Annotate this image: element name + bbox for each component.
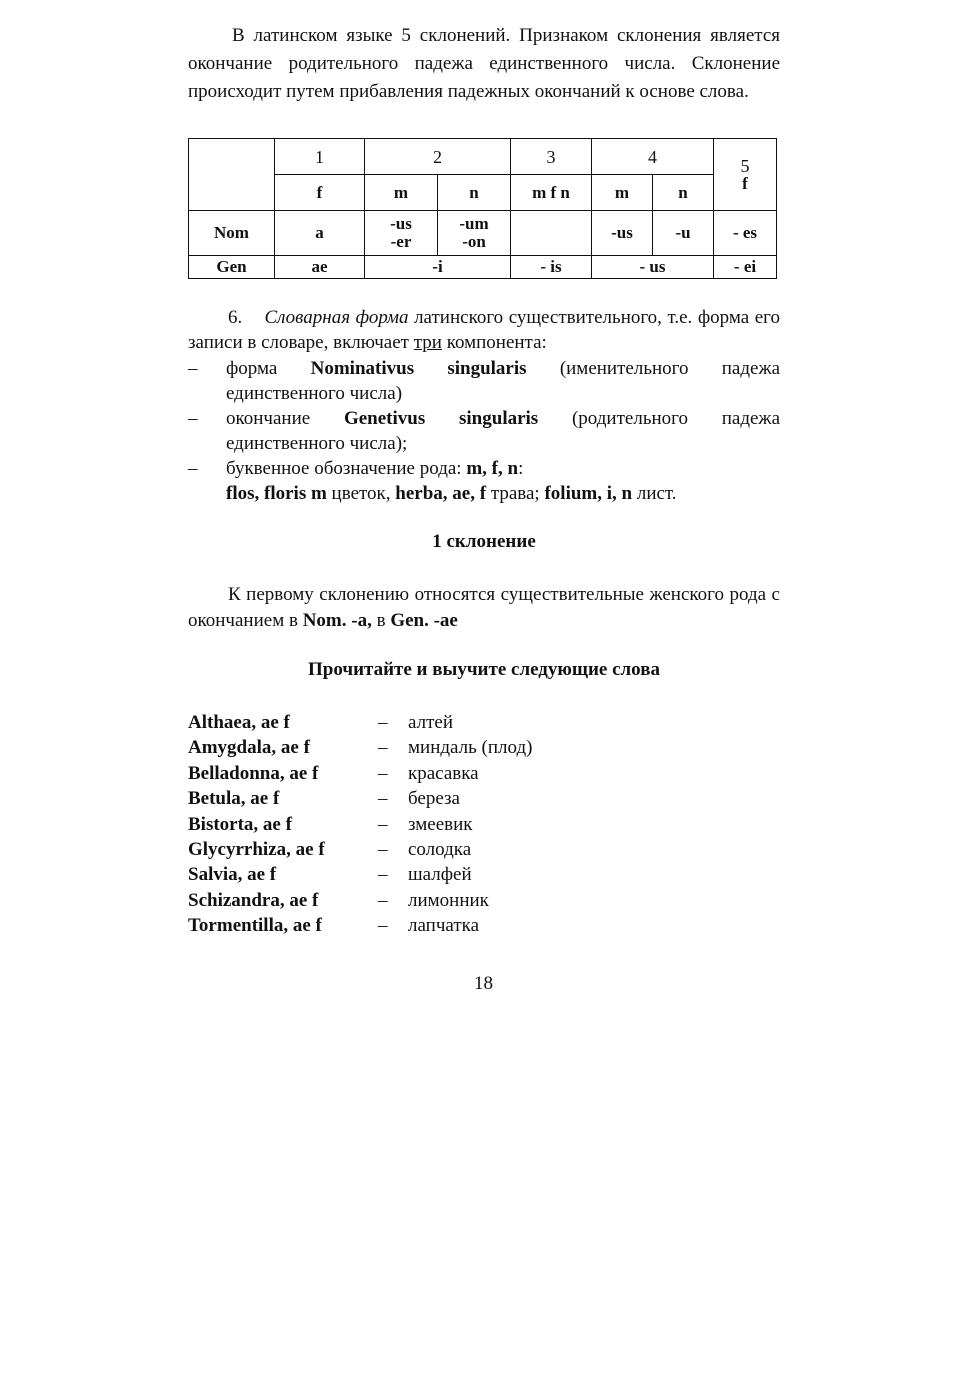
item-text: (родительного падежа единственного числа); [226, 408, 780, 454]
gen-decl-5: - ei [714, 256, 777, 279]
table-header-row-genders [189, 175, 777, 211]
table-corner-cell [189, 139, 275, 211]
page-number: 18 [474, 973, 493, 994]
russian-word: змеевик [408, 813, 473, 835]
example-latin: folium, i, n [544, 483, 633, 504]
ending: -on [462, 232, 486, 251]
example-latin: flos, floris m [226, 483, 327, 504]
gender-cell: f [275, 175, 365, 211]
example-russian: цветок, [331, 483, 391, 504]
dash-separator: – [378, 864, 388, 886]
dash-separator: – [378, 889, 388, 911]
decl-2-header: 2 [365, 139, 511, 175]
example-russian: трава; [490, 483, 540, 504]
dash-separator: – [378, 915, 388, 937]
nom-decl-2-m [365, 211, 438, 256]
gen-ending: Gen. -ae [390, 610, 458, 631]
dash-bullet: – [188, 408, 198, 429]
vocab-item [188, 862, 532, 887]
table-row-nom [189, 211, 777, 256]
gender-cell: n [438, 175, 511, 211]
vocab-item [188, 913, 532, 938]
nom-decl-2-n [438, 211, 511, 256]
vocab-item [188, 837, 532, 862]
section-number: 6. [228, 307, 243, 328]
russian-word: лимонник [408, 889, 489, 911]
list-item [188, 456, 780, 481]
item-text: буквенное обозначение рода: [226, 458, 462, 479]
section-6-text-a: латинского существительного, т.е. форма его записи в словаре, включает [188, 307, 781, 353]
ending: -us [390, 214, 412, 233]
gen-decl-3: - is [511, 256, 592, 279]
gender-cell: n [653, 175, 714, 211]
russian-word: красавка [408, 762, 479, 784]
item-text: (именительного падежа единственного числа) [226, 358, 780, 404]
latin-word: Glycyrrhiza, ae f [188, 839, 325, 861]
nom-decl-5: - es [714, 211, 777, 256]
russian-word: алтей [408, 712, 453, 733]
vocab-item [188, 786, 532, 811]
dash-separator: – [378, 839, 388, 861]
gender-cell: m [592, 175, 653, 211]
item-text: форма [226, 358, 278, 379]
intro-paragraph: В латинском языке 5 склонений. Признаком склонения является окончание родительного падежа единственного числа. Склонение происходит путем прибавления падежных окончаний к основе слова. [188, 25, 780, 102]
example-russian: лист. [636, 483, 677, 504]
decl-4-header: 4 [592, 139, 714, 175]
list-item [188, 406, 780, 456]
vocabulary-list [188, 710, 532, 939]
nom-decl-4-m: -us [592, 211, 653, 256]
latin-word: Schizandra, ae f [188, 889, 319, 911]
ending: -er [390, 232, 412, 251]
gender-cell: m f n [511, 175, 592, 211]
example-latin: herba, ae, f [395, 483, 487, 504]
declension-table [188, 138, 777, 279]
russian-word: миндаль (плод) [408, 737, 533, 759]
nom-ending: Nom. -a, [302, 610, 372, 631]
decl-5-number: 5 [740, 155, 750, 176]
decl-5-gender: f [742, 173, 748, 193]
latin-word: Belladonna, ae f [188, 762, 319, 784]
gen-decl-4: - us [592, 256, 714, 279]
section-heading-vocabulary: Прочитайте и выучите следующие слова [308, 659, 660, 680]
decl-1-header: 1 [275, 139, 365, 175]
paragraph-text: К первому склонению относятся существительные женского рода с окончанием в [188, 584, 780, 631]
vocab-item [188, 710, 532, 735]
vocab-item [188, 735, 532, 760]
nom-decl-4-n: -u [653, 211, 714, 256]
section-heading-declension-1: 1 склонение [432, 531, 536, 552]
latin-word: Salvia, ae f [188, 864, 277, 886]
item-bold: Nominativus singularis [310, 358, 527, 379]
section-6-text-b: компонента: [446, 332, 547, 353]
gender-cell: m [365, 175, 438, 211]
dash-separator: – [378, 712, 388, 733]
list-item [188, 356, 780, 406]
russian-word: шалфей [408, 864, 472, 886]
latin-word: Tormentilla, ae f [188, 915, 322, 937]
decl-3-header: 3 [511, 139, 592, 175]
nom-decl-1: a [275, 211, 365, 256]
latin-word: Bistorta, ae f [188, 813, 292, 835]
decl-5-header [714, 139, 777, 211]
latin-word: Betula, ae f [188, 788, 280, 810]
components-list [188, 356, 780, 506]
row-label-nom: Nom [189, 211, 275, 256]
item-text: окончание [226, 408, 311, 429]
gen-decl-1: ae [275, 256, 365, 279]
vocab-item [188, 888, 532, 913]
row-label-gen: Gen [189, 256, 275, 279]
gen-decl-2: -i [365, 256, 511, 279]
russian-word: солодка [408, 839, 472, 861]
item-bold: Genetivus singularis [343, 408, 539, 429]
item-text: : [518, 458, 524, 479]
dash-separator: – [378, 813, 388, 835]
dash-bullet: – [188, 458, 198, 479]
table-header-row-declensions [189, 139, 777, 175]
paragraph-text: в [376, 610, 386, 631]
underlined-word: три [413, 332, 442, 353]
vocab-item [188, 761, 532, 786]
section-6-paragraph [188, 305, 780, 355]
ending: -um [459, 214, 489, 233]
vocab-item [188, 812, 532, 837]
declension-1-paragraph [188, 582, 780, 634]
dash-separator: – [378, 737, 388, 759]
latin-word: Amygdala, ae f [188, 737, 310, 759]
russian-word: береза [408, 788, 460, 810]
latin-word: Althaea, ae f [188, 712, 290, 733]
russian-word: лапчатка [408, 915, 480, 937]
dash-bullet: – [188, 358, 198, 379]
examples-line [188, 481, 780, 506]
dash-separator: – [378, 762, 388, 784]
nom-decl-3 [511, 211, 592, 256]
dash-separator: – [378, 788, 388, 810]
table-row-gen [189, 256, 777, 279]
item-bold: m, f, n [466, 458, 519, 479]
term-italic: Словарная форма [264, 307, 409, 328]
